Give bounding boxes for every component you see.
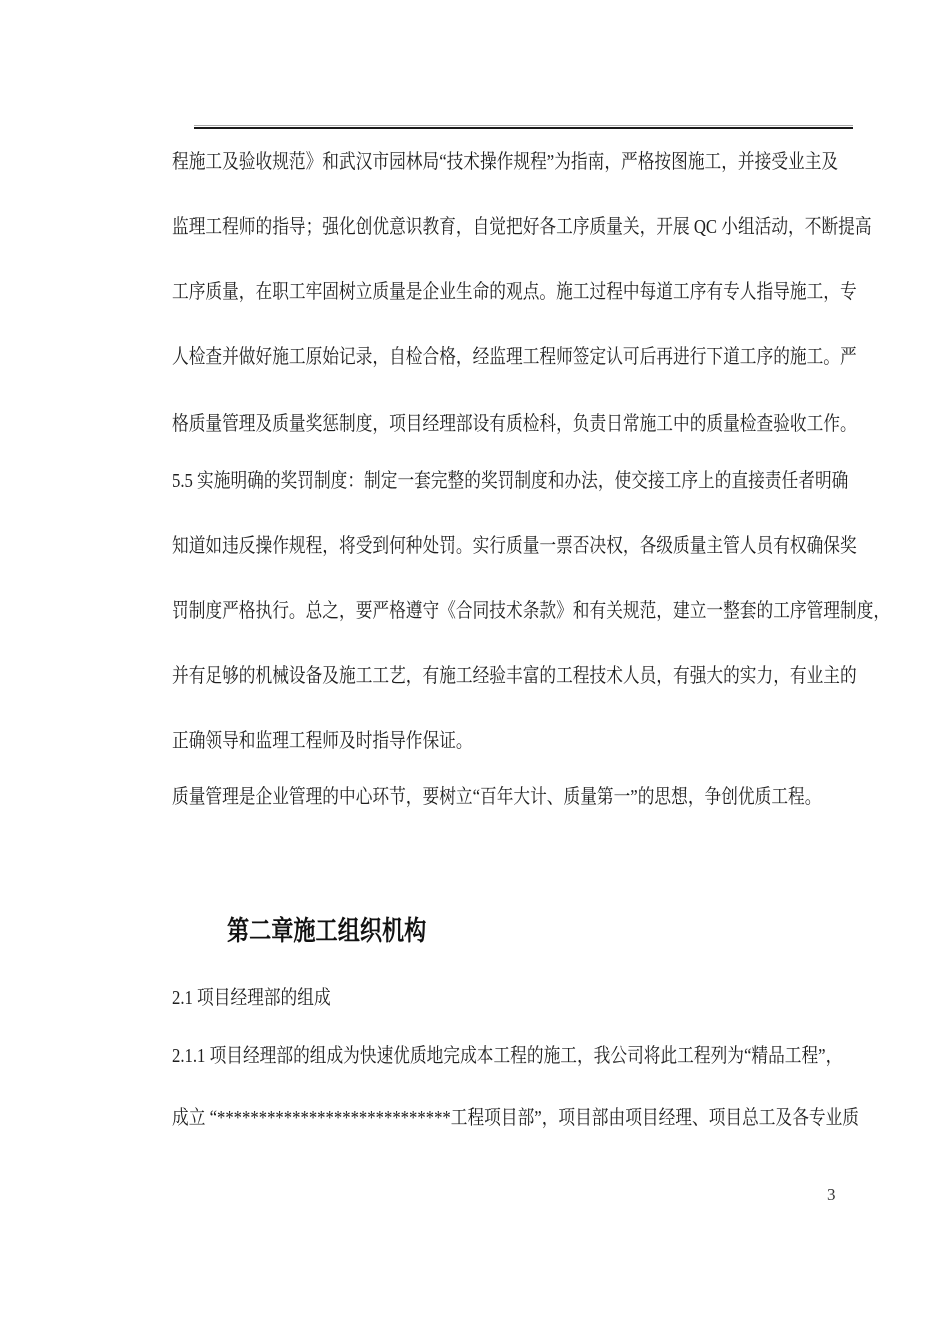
body-line: 知道如违反操作规程，将受到何种处罚。实行质量一票否决权，各级质量主管人员有权确保奖 (172, 535, 857, 557)
body-line: 人检查并做好施工原始记录，自检合格，经监理工程师签定认可后再进行下道工序的施工。严 (172, 346, 857, 368)
chapter-heading: 第二章施工组织机构 (227, 916, 427, 946)
section-line-project: 成立 “****************************工程项目部”，项目部由项目经理、项目总工及各专业质 (172, 1107, 860, 1129)
section-heading-2-1: 2.1 项目经理部的组成 (172, 987, 331, 1009)
section-line-2-1-1: 2.1.1 项目经理部的组成为快速优质地完成本工程的施工，我公司将此工程列为“精品工程”， (172, 1045, 843, 1067)
body-line-clause-5-5: 5.5 实施明确的奖罚制度：制定一套完整的奖罚制度和办法，使交接工序上的直接责任者明确 (172, 470, 849, 492)
page-number: 3 (827, 1185, 836, 1204)
body-line: 工序质量，在职工牢固树立质量是企业生命的观点。施工过程中每道工序有专人指导施工，专 (172, 281, 857, 303)
body-line: 程施工及验收规范》和武汉市园林局“技术操作规程”为指南，严格按图施工，并接受业主及 (172, 151, 839, 173)
body-line: 质量管理是企业管理的中心环节，要树立“百年大计、质量第一”的思想，争创优质工程。 (172, 786, 822, 808)
body-line: 正确领导和监理工程师及时指导作保证。 (172, 730, 473, 752)
body-line: 监理工程师的指导；强化创优意识教育，自觉把好各工序质量关，开展 QC 小组活动，不断提高 (172, 216, 872, 238)
body-line: 罚制度严格执行。总之，要严格遵守《合同技术条款》和有关规范，建立一整套的工序管理制度， (172, 600, 891, 622)
header-divider-line (194, 125, 853, 129)
body-line: 格质量管理及质量奖惩制度，项目经理部设有质检科，负责日常施工中的质量检查验收工作。 (172, 413, 857, 435)
body-line: 并有足够的机械设备及施工工艺，有施工经验丰富的工程技术人员，有强大的实力，有业主的 (172, 665, 857, 687)
